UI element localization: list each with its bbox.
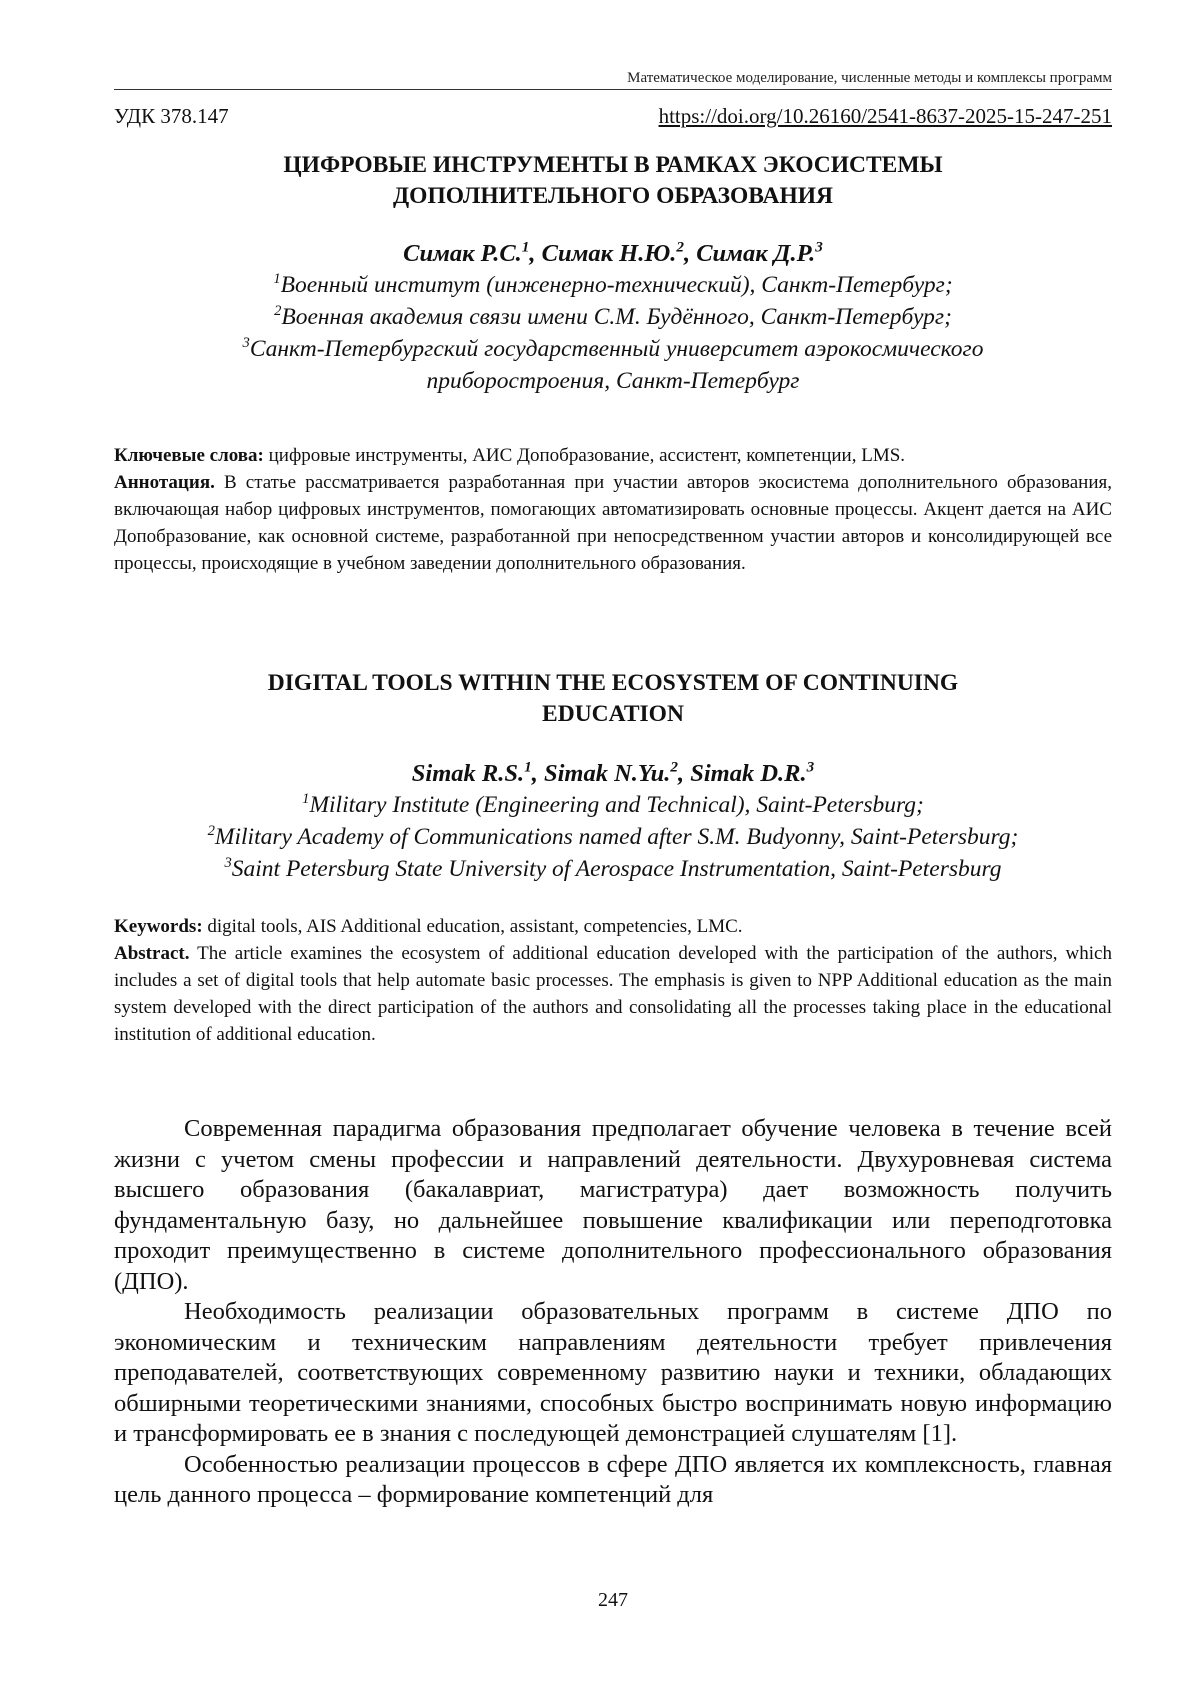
ru-keywords-label: Ключевые слова: xyxy=(114,445,264,466)
en-abstract-text: The article examines the ecosystem of additional education developed with the participation of the authors, which includes a set of digital tools that help automate basic processes. The emphasis is given to NPP Additional education as the main system developed with the direct participation of the authors and consolidating all the processes taking place in the educational institution of additional education. xyxy=(114,943,1112,1045)
meta-row xyxy=(114,104,1112,129)
affil-sup: 1 xyxy=(302,790,310,807)
affil-text: Military Institute (Engineering and Technical), Saint-Petersburg; xyxy=(309,792,924,818)
header-rule xyxy=(114,89,1112,90)
author-sup: 2 xyxy=(676,238,684,256)
affil-text: Saint Petersburg State University of Aerospace Instrumentation, Saint-Petersburg xyxy=(231,856,1002,882)
page-number: 247 xyxy=(598,1589,628,1611)
en-title-line-2: EDUCATION xyxy=(542,701,684,727)
affil-sup: 2 xyxy=(274,302,282,319)
affil-sup: 3 xyxy=(242,334,250,351)
ru-abstract-block xyxy=(114,442,1112,577)
ru-title-block xyxy=(114,150,1112,212)
en-affiliations xyxy=(114,789,1112,885)
body-paragraph: Современная парадигма образования предполагает обучение человека в течение всей жизни с учетом смены профессии и направлений деятельности. Двухуровневая система высшего образования (бакалавриат, магистратура) дает возможность получить фундаментальную базу, но дальнейшее повышение квалификации или переподготовка проходит преимущественно в системе дополнительного профессионального образования (ДПО). xyxy=(114,1115,1112,1295)
affiliation-line xyxy=(114,333,1112,365)
ru-keywords xyxy=(114,442,1112,469)
doi-link[interactable]: https://doi.org/10.26160/2541-8637-2025-15-247-251 xyxy=(658,104,1112,128)
affiliation-line xyxy=(114,853,1112,885)
author-name: Simak R.S. xyxy=(411,760,525,787)
en-title-line-1: DIGITAL TOOLS WITHIN THE ECOSYSTEM OF CONTINUING xyxy=(267,670,959,696)
affil-text: Военная академия связи имени С.М. Будённого, Санкт-Петербург; xyxy=(281,304,952,330)
ru-affiliations xyxy=(114,269,1112,397)
ru-abstract-text: В статье рассматривается разработанная при участии авторов экосистема дополнительного образования, включающая набор цифровых инструментов, помогающих автоматизировать основные процессы. Акцент дается на АИС Допобразование, как основной системе, разработанной при непосредственном участии авторов и консолидирующей все процессы, происходящие в учебном заведении дополнительного образования. xyxy=(114,472,1112,574)
body-paragraph: Необходимость реализации образовательных программ в системе ДПО по экономическим и техническим направлениям деятельности требует привлечения преподавателей, соответствующих современному развитию науки и техники, обладающих обширными теоретическими знаниями, способных быстро воспринимать новую информацию и трансформировать ее в знания с последующей демонстрацией слушателям [1]. xyxy=(114,1298,1112,1447)
en-abstract-block xyxy=(114,913,1112,1048)
ru-authors: Симак Р.С.$^1$, Симак Н.Ю.$^2$, Симак Д.Р.$^3$ xyxy=(403,238,823,267)
en-abstract-label: Abstract. xyxy=(114,943,190,964)
body-text xyxy=(114,1114,1112,1511)
author-sup: 1 xyxy=(521,238,530,256)
affil-sup: 2 xyxy=(207,822,215,839)
author-name: Симак Н.Ю. xyxy=(541,240,677,267)
author-sup: 1 xyxy=(524,758,532,776)
en-keywords-text: digital tools, AIS Additional education, assistant, competencies, LMC. xyxy=(207,916,743,937)
author-sup: 3 xyxy=(806,758,815,776)
author-name: Симак Р.С. xyxy=(403,240,522,267)
author-name: Симак Д.Р. xyxy=(696,240,816,267)
affiliation-line xyxy=(114,301,1112,333)
affil-text: Военный институт (инженерно-технический), Санкт-Петербург; xyxy=(280,272,953,298)
ru-title-line-2: ДОПОЛНИТЕЛЬНОГО ОБРАЗОВАНИЯ xyxy=(393,183,833,209)
en-authors: Simak R.S.$^1$, Simak N.Yu.$^2$, Simak D.R.$^3$ xyxy=(411,758,815,787)
author-name: Simak N.Yu. xyxy=(543,760,671,787)
ru-title-line-1: ЦИФРОВЫЕ ИНСТРУМЕНТЫ В РАМКАХ ЭКОСИСТЕМЫ xyxy=(283,152,943,178)
en-title-block xyxy=(114,668,1112,730)
en-abstract xyxy=(114,940,1112,1048)
affil-sup: 1 xyxy=(273,270,281,287)
ru-abstract-label: Аннотация. xyxy=(114,472,215,493)
ru-keywords-text: цифровые инструменты, АИС Допобразование, ассистент, компетенции, LMS. xyxy=(268,445,906,466)
author-sup: 3 xyxy=(815,238,823,256)
en-keywords-label: Keywords: xyxy=(114,916,203,937)
affiliation-line xyxy=(114,789,1112,821)
running-header: Математическое моделирование, численные методы и комплексы программ xyxy=(627,70,1112,86)
affil-text: Санкт-Петербургский государственный университет аэрокосмического xyxy=(249,336,984,362)
affil-text: Military Academy of Communications named after S.M. Budyonny, Saint-Petersburg; xyxy=(214,824,1019,850)
en-keywords xyxy=(114,913,1112,940)
affil-text: приборостроения, Санкт-Петербург xyxy=(426,368,800,394)
affil-sup: 3 xyxy=(224,854,232,871)
author-sup: 2 xyxy=(670,758,678,776)
ru-abstract xyxy=(114,469,1112,577)
author-name: Simak D.R. xyxy=(690,760,807,787)
affiliation-line xyxy=(114,821,1112,853)
affiliation-line xyxy=(114,269,1112,301)
udk-code: УДК 378.147 xyxy=(114,104,229,128)
body-paragraph: Особенностью реализации процессов в сфере ДПО является их комплексность, главная цель данного процесса – формирование компетенций для xyxy=(114,1450,1112,1508)
affiliation-line xyxy=(114,365,1112,397)
